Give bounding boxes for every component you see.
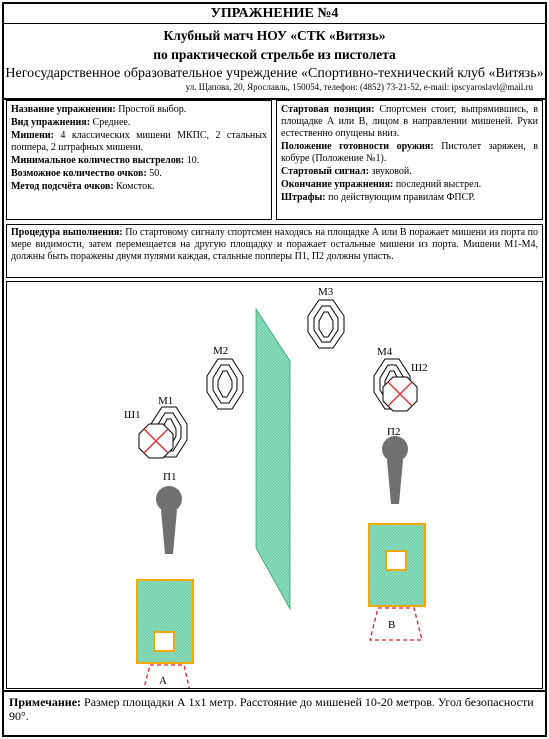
- organization-address: ул. Щапова, 20, Ярославль, 150054, телефон: (4852) 73-21-52, e-mail: ipscyaroslavl@mail.ru: [185, 82, 533, 92]
- info-label: Окончание упражнения:: [281, 179, 394, 190]
- info-label: Метод подсчёта очков:: [11, 181, 114, 192]
- info-label: Название упражнения:: [11, 104, 116, 115]
- procedure-label: Процедура выполнения:: [11, 227, 123, 238]
- target-m2: [207, 359, 243, 409]
- label-area-b: В: [388, 619, 396, 631]
- header: [4, 4, 545, 100]
- penalty-target-sh2: [383, 377, 417, 411]
- label-m2: М2: [213, 345, 229, 357]
- info-label: Положение готовности оружия:: [281, 141, 434, 152]
- stage-diagram: [6, 281, 543, 689]
- info-value: Пистолет заряжен, в кобуре (Положение №1).: [281, 141, 539, 164]
- title-divider: [4, 23, 545, 24]
- match-discipline: по практической стрельбе из пистолета: [153, 47, 396, 62]
- info-label: Стартовый сигнал:: [281, 166, 370, 177]
- target-m3: [308, 300, 344, 348]
- label-m1: М1: [158, 395, 174, 407]
- label-m3: М3: [318, 286, 334, 298]
- info-row: [11, 117, 267, 129]
- label-m4: М4: [377, 346, 393, 358]
- info-row: [281, 141, 538, 165]
- label-p1: П1: [163, 471, 177, 483]
- label-sh2: Ш2: [411, 362, 428, 374]
- info-row: [281, 166, 538, 178]
- info-value: 50.: [146, 168, 162, 179]
- penalty-target-sh1: [139, 424, 173, 458]
- note-label: Примечание:: [9, 695, 82, 709]
- exercise-sheet: [2, 2, 547, 737]
- info-row: [281, 104, 538, 140]
- stage-diagram-svg: [7, 282, 542, 688]
- label-p2: П2: [387, 426, 401, 438]
- info-label: Возможное количество очков:: [11, 168, 147, 179]
- info-row: [11, 168, 267, 180]
- exercise-title: УПРАЖНЕНИЕ №4: [210, 6, 339, 21]
- info-value: Спортсмен стоит, выпрямившись, в площадке А или В, лицом в направлении мишеней. Руки естественно опущены вниз.: [281, 104, 538, 139]
- shooting-box-b: [369, 524, 425, 640]
- info-value: 10.: [184, 155, 200, 166]
- info-label: Мишени:: [11, 130, 54, 141]
- info-label: Минимальное количество выстрелов:: [11, 155, 185, 166]
- label-sh1: Ш1: [124, 409, 141, 421]
- info-label: Вид упражнения:: [11, 117, 91, 128]
- info-value: звуковой.: [369, 166, 412, 177]
- info-label: Штрафы:: [281, 192, 326, 203]
- info-value: Комсток.: [113, 181, 155, 192]
- info-value: 4 классических мишени МКПС, 2 стальных поппера, 2 штрафных мишени.: [11, 130, 267, 153]
- info-row: [11, 181, 267, 193]
- note-box: [4, 690, 545, 735]
- procedure-text: По стартовому сигналу спортсмен находясь на площадке А или В поражает мишени из порта по мере видимости, затем перемещается на другую площадку и поражает остальные мишени из порта. Мишени М1-М4, должны быть поражены двумя пулями каждая, стальные попперы П1, П2 должны упасть.: [11, 227, 538, 262]
- wall: [256, 309, 290, 609]
- info-row: [11, 130, 267, 154]
- info-label: Стартовая позиция:: [281, 104, 375, 115]
- info-row: [11, 104, 267, 116]
- popper-p2: [382, 436, 408, 504]
- procedure-box: [6, 224, 543, 278]
- note-text: Размер площадки А 1х1 метр. Расстояние до мишеней 10-20 метров. Угол безопасности 90°.: [9, 695, 534, 723]
- info-row: [281, 192, 538, 204]
- organization-name: Негосударственное образовательное учреждение «Спортивно-технический клуб «Витязь»: [5, 66, 544, 81]
- info-value: последний выстрел.: [393, 179, 482, 190]
- info-value: Среднее.: [90, 117, 131, 128]
- info-row: [11, 155, 267, 167]
- exercise-info-right: [276, 100, 543, 220]
- popper-p1: [156, 486, 182, 554]
- exercise-info-left: [6, 100, 272, 220]
- info-row: [281, 179, 538, 191]
- label-area-a: А: [159, 675, 167, 687]
- shooting-box-a: [137, 580, 193, 688]
- info-value: по действующим правилам ФПСР.: [325, 192, 476, 203]
- match-name: Клубный матч НОУ «СТК «Витязь»: [163, 28, 386, 43]
- info-value: Простой выбор.: [115, 104, 187, 115]
